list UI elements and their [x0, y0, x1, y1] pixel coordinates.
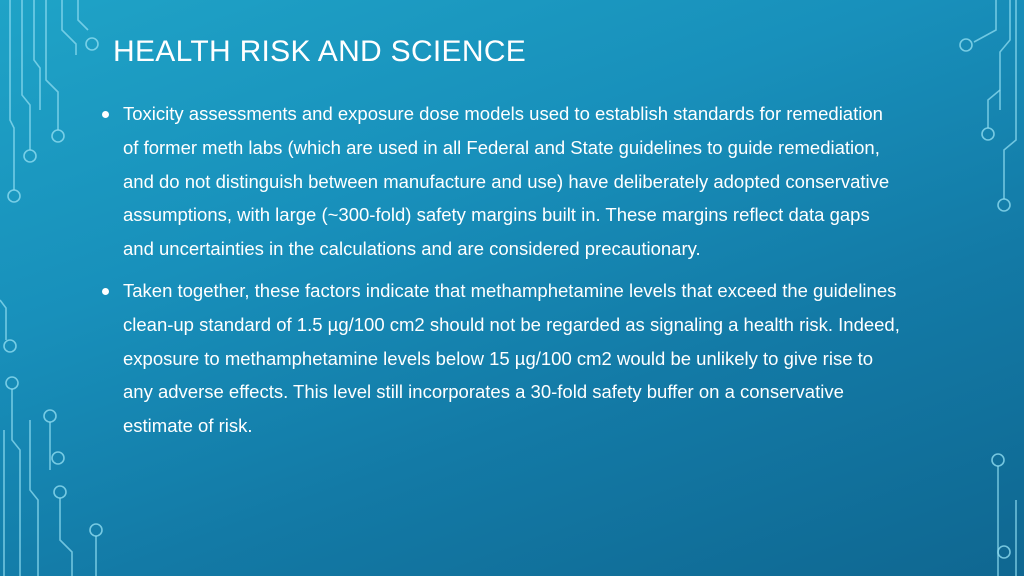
- bullet-item: [100, 97, 900, 266]
- bullet-dot-icon: [102, 111, 109, 118]
- bullet-list: [100, 97, 900, 451]
- bullet-dot-icon: [102, 288, 109, 295]
- right-circuit-traces: [960, 0, 1016, 576]
- slide-title: HEALTH RISK AND SCIENCE: [113, 35, 527, 68]
- bullet-text: Taken together, these factors indicate that methamphetamine levels that exceed the guidelines clean-up standard of 1.5 µg/100 cm2 should not be regarded as signaling a health risk. Indeed, exposure to methamphetamine levels below 15 µg/100 cm2 would be unlikely to give rise to any adverse effects. This level still incorporates a 30-fold safety buffer on a conservative estimate of risk.: [123, 279, 900, 437]
- left-circuit-traces: [0, 0, 102, 576]
- bullet-text: Toxicity assessments and exposure dose models used to establish standards for remediation of former meth labs (which are used in all Federal and State guidelines to guide remediation, and do not distinguish between manufacture and use) have deliberately adopted conservative assumptions, with large (~300-fold) safety margins built in. These margins reflect data gaps and uncertainties in the calculations and are considered precautionary.: [123, 103, 890, 260]
- bullet-item: [100, 274, 900, 443]
